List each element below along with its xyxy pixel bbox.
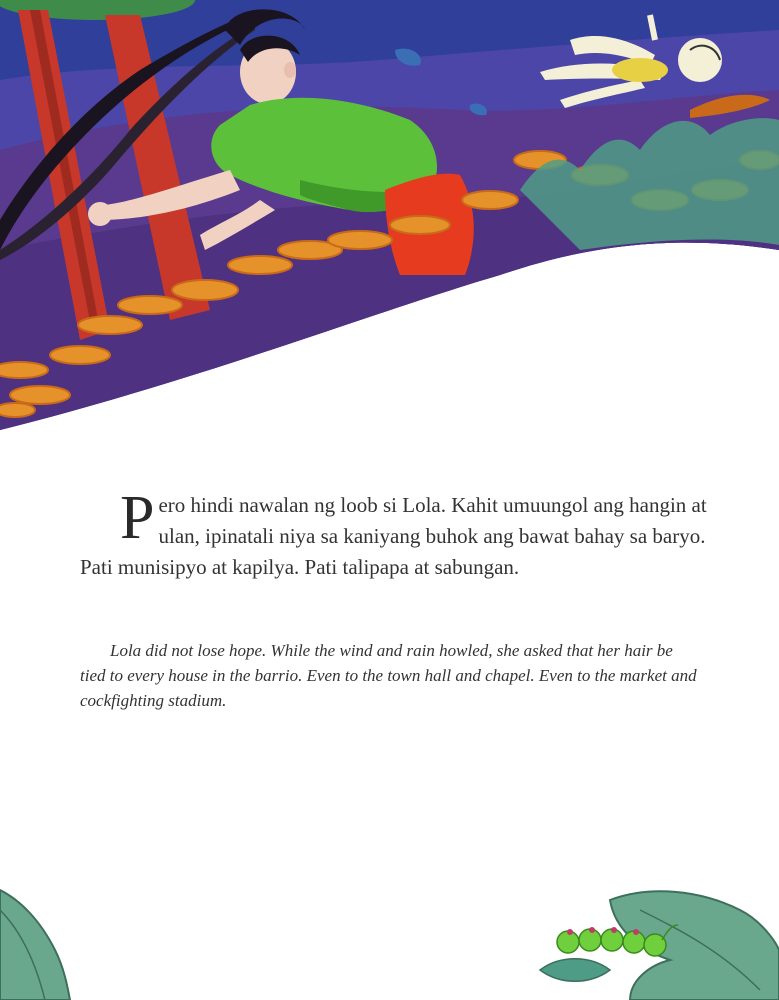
story-text-tagalog (80, 484, 720, 583)
leaf-left (0, 890, 70, 1000)
tagalog-text: ero hindi nawalan ng loob si Lola. Kahit umuungol ang hangin at ulan, ipinatali niya sa kaniyang buhok ang bawat bahay sa baryo. Pati munisipyo at kapilya. Pati talipapa at sabungan. (80, 493, 707, 579)
drop-cap: P (120, 484, 155, 552)
woman-ear (284, 62, 296, 78)
story-text-english: Lola did not lose hope. While the wind and rain howled, she asked that her hair be tied to every house in the barrio. Even to the town hall and chapel. Even to the market and cockfighting stadium. (80, 641, 697, 710)
storm-illustration (0, 0, 779, 440)
woman-hand-left (88, 202, 112, 226)
bottom-illustration (0, 870, 779, 1000)
leaf-small (540, 959, 610, 982)
